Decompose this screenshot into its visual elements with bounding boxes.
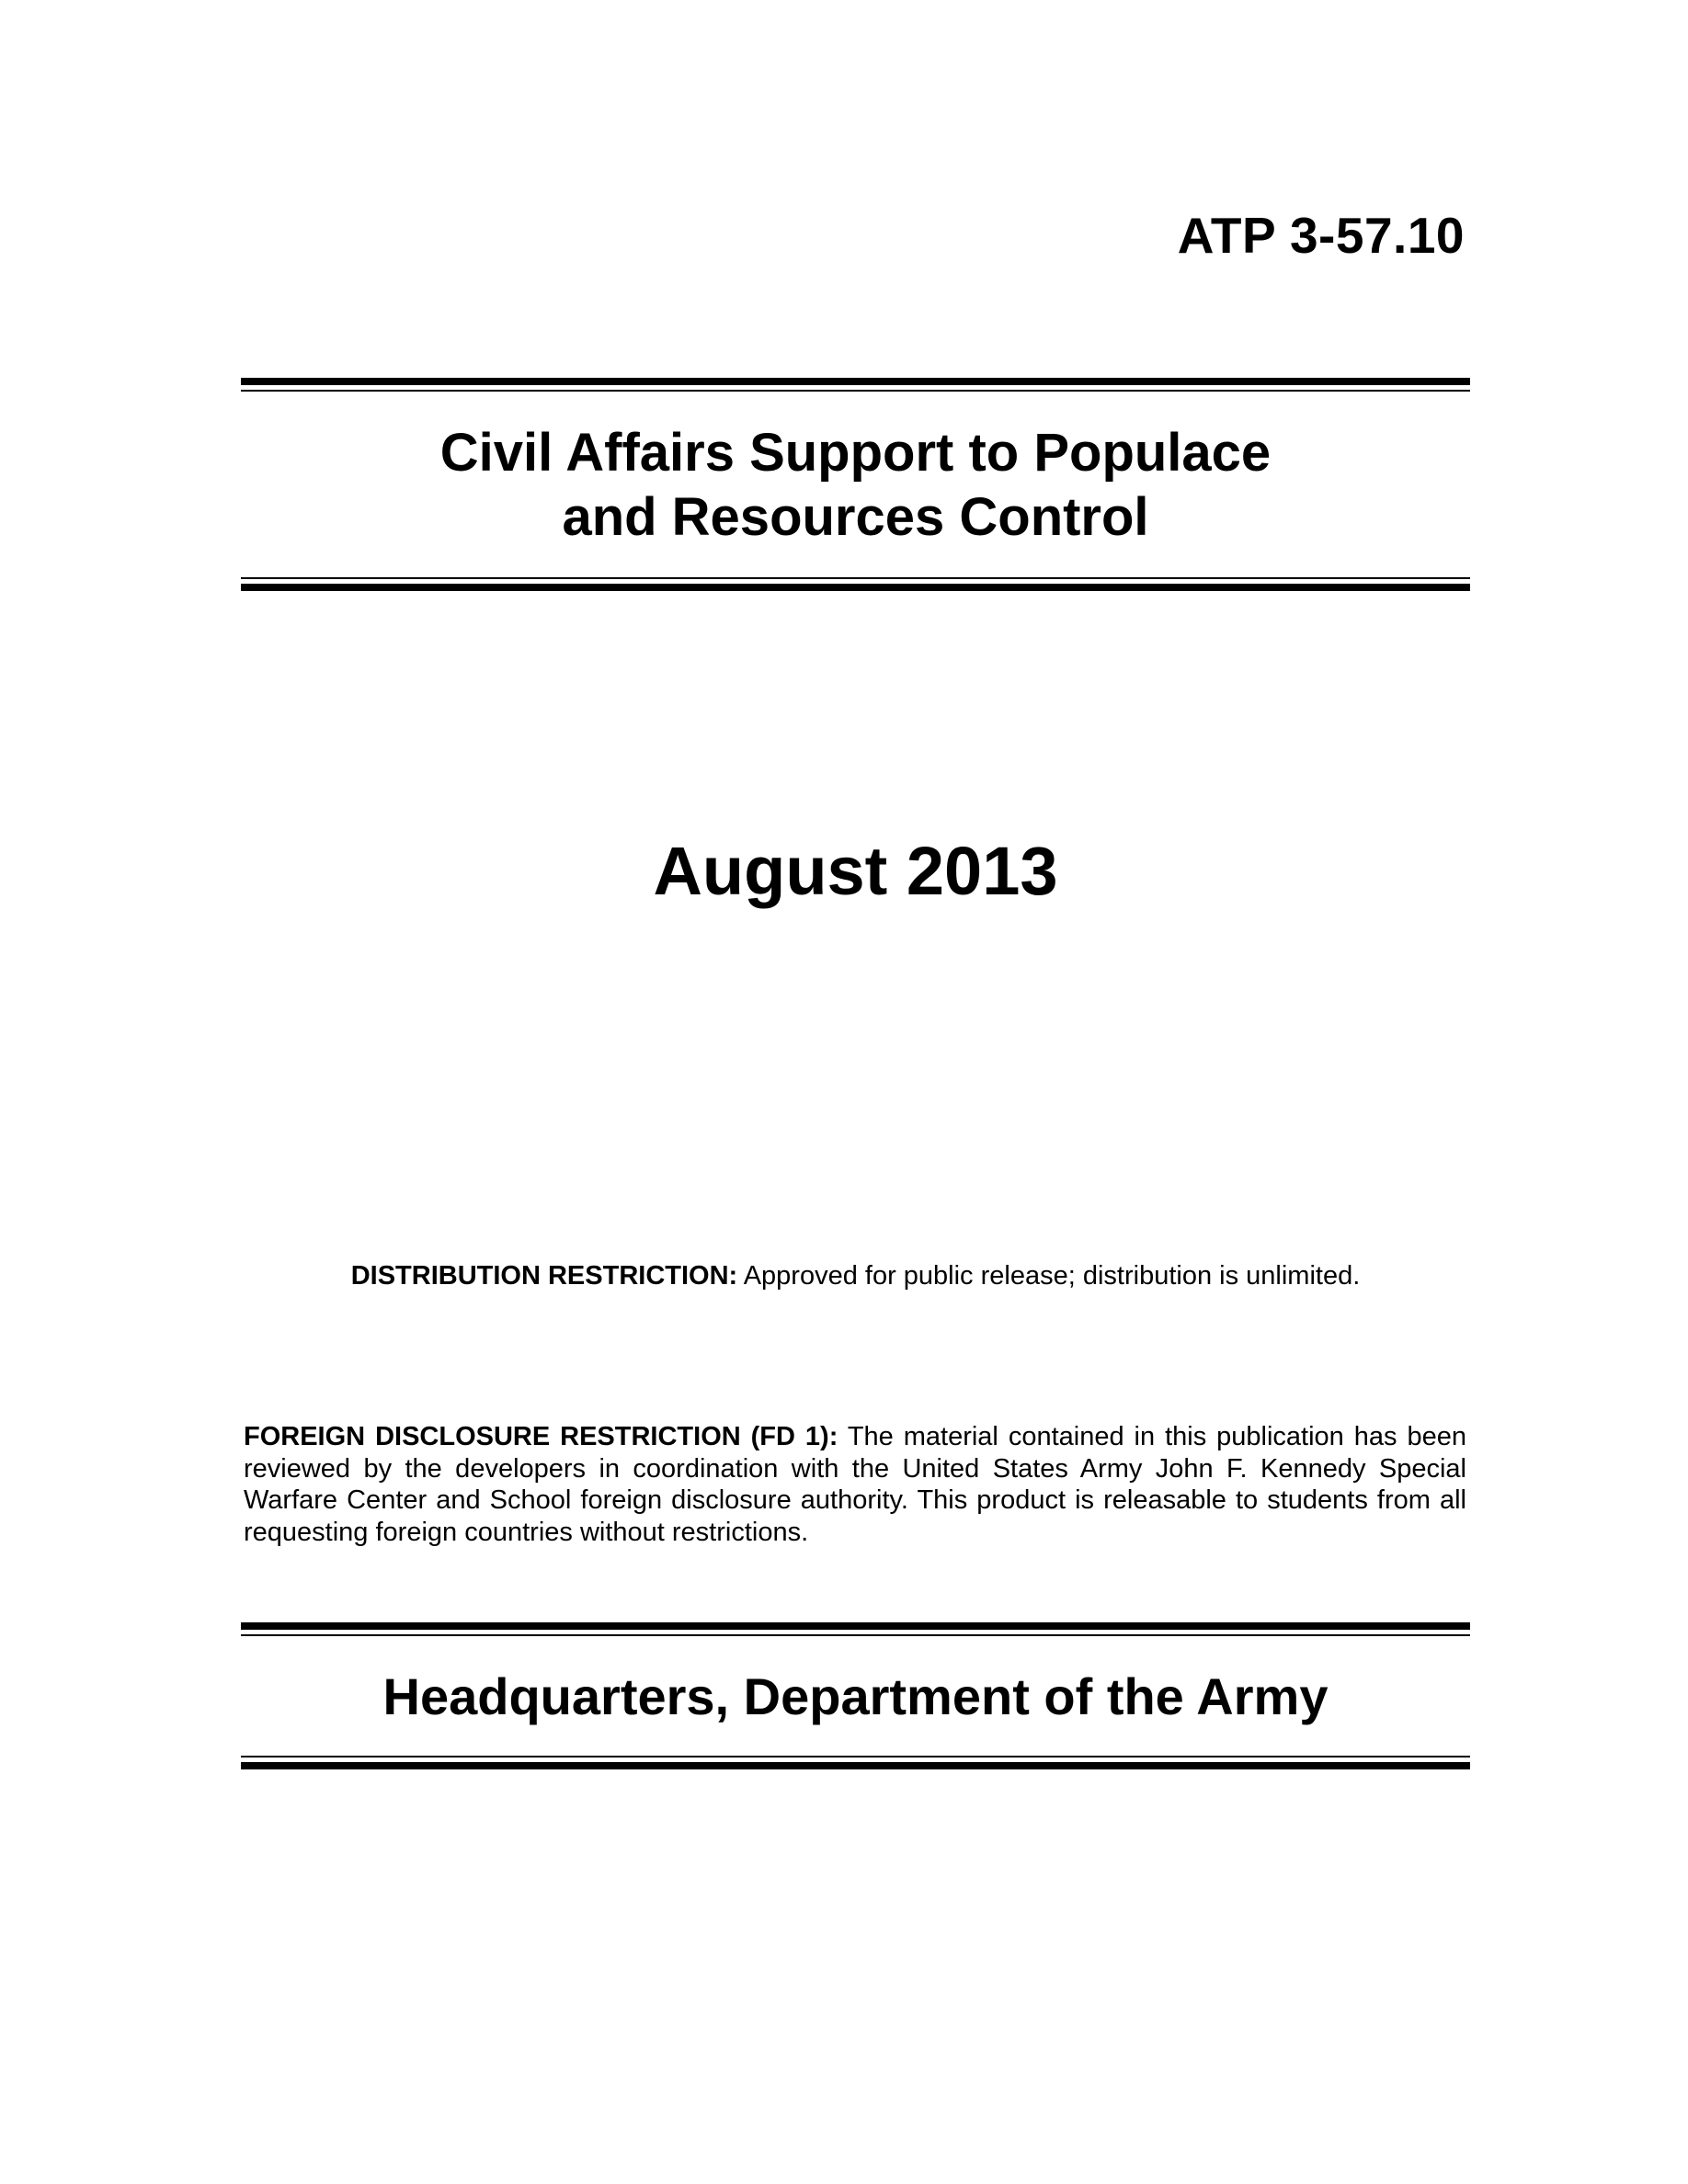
foreign-disclosure-text: The material contained in this publication has been reviewed by the developers in coordination with the United States Army John F. Kennedy Special Warfare Center and School foreign disclosure authority. This product is releasable to students from all requesting foreign countries without restrictions.: [244, 1422, 1466, 1547]
issuer-bottom-rule: [241, 1756, 1470, 1769]
foreign-disclosure-label: FOREIGN DISCLOSURE RESTRICTION (FD 1):: [244, 1422, 838, 1451]
title-top-rule: [241, 378, 1470, 392]
document-title: [241, 421, 1470, 550]
foreign-disclosure-restriction: [244, 1421, 1466, 1548]
title-line-2: and Resources Control: [562, 487, 1149, 547]
distribution-text: Approved for public release; distribution is unlimited.: [743, 1261, 1361, 1291]
publication-date: August 2013: [653, 833, 1058, 909]
distribution-label: DISTRIBUTION RESTRICTION:: [350, 1261, 738, 1291]
title-bottom-rule: [241, 577, 1470, 591]
title-line-1: Civil Affairs Support to Populace: [439, 423, 1272, 483]
publication-number: ATP 3-57.10: [1177, 207, 1465, 264]
distribution-restriction: [241, 1261, 1470, 1291]
issuer-top-rule: [241, 1622, 1470, 1636]
issuer-headquarters: Headquarters, Department of the Army: [382, 1667, 1329, 1725]
